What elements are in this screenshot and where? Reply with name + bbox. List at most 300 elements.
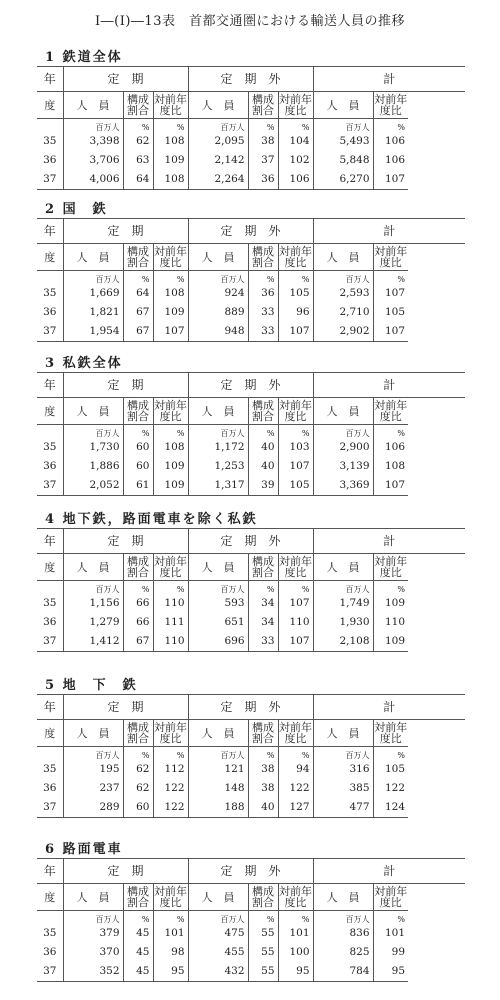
unit-label: 百万人 <box>313 581 373 595</box>
value-cell: 5,848 <box>313 151 373 170</box>
year-cell: 35 <box>43 763 57 776</box>
unit-label: 百万人 <box>188 911 248 925</box>
unit-label: 百万人 <box>63 119 123 133</box>
unit-label: % <box>278 911 313 925</box>
unit-label: 百万人 <box>188 119 248 133</box>
unit-label: % <box>123 747 153 761</box>
value-cell: 108 <box>153 438 188 457</box>
unit-label: % <box>373 425 408 439</box>
people-header: 人 員 <box>63 92 123 119</box>
value-cell: 109 <box>373 594 408 613</box>
teikigai-header: 定 期 外 <box>188 529 313 554</box>
value-cell: 1,156 <box>63 594 123 613</box>
share-header: 構成割合 <box>248 244 278 271</box>
value-cell: 99 <box>373 943 408 962</box>
value-cell: 2,264 <box>188 170 248 190</box>
table-row <box>37 132 465 151</box>
people-header: 人 員 <box>63 554 123 581</box>
share-header: 構成割合 <box>123 244 153 271</box>
table-row <box>37 594 465 613</box>
value-cell: 475 <box>188 924 248 943</box>
value-cell: 1,886 <box>63 457 123 476</box>
value-cell: 45 <box>123 962 153 982</box>
value-cell: 106 <box>373 151 408 170</box>
unit-label: % <box>373 581 408 595</box>
value-cell: 110 <box>153 594 188 613</box>
unit-label <box>37 119 63 133</box>
value-cell: 104 <box>278 132 313 151</box>
yoy-header: 対前年度比 <box>279 93 313 117</box>
people-header: 人 員 <box>313 884 373 911</box>
value-cell: 98 <box>153 943 188 962</box>
value-cell: 67 <box>123 632 153 652</box>
value-cell: 106 <box>373 132 408 151</box>
transport-table <box>37 528 465 652</box>
value-cell: 2,710 <box>313 303 373 322</box>
value-cell: 101 <box>373 924 408 943</box>
value-cell: 6,270 <box>313 170 373 190</box>
year-header: 年 <box>37 373 63 398</box>
unit-label: % <box>153 747 188 761</box>
year-cell: 36 <box>43 306 57 319</box>
unit-label: 百万人 <box>188 271 248 285</box>
table-row <box>37 438 465 457</box>
value-cell: 188 <box>188 798 248 818</box>
table-row <box>37 613 465 632</box>
yoy-header: 対前年度比 <box>374 399 408 423</box>
year-header-2: 度 <box>37 92 63 119</box>
value-cell: 94 <box>278 760 313 779</box>
value-cell: 316 <box>313 760 373 779</box>
table-row <box>37 322 465 342</box>
yoy-header: 対前年度比 <box>374 885 408 909</box>
value-cell: 60 <box>123 457 153 476</box>
teiki-header: 定 期 <box>63 373 188 398</box>
year-header-2: 度 <box>37 244 63 271</box>
teikigai-header: 定 期 外 <box>188 859 313 884</box>
value-cell: 3,398 <box>63 132 123 151</box>
section-title: 3 私鉄全体 <box>45 356 123 371</box>
year-header-2: 度 <box>37 884 63 911</box>
value-cell: 2,052 <box>63 476 123 496</box>
teiki-header: 定 期 <box>63 529 188 554</box>
value-cell: 102 <box>278 151 313 170</box>
value-cell: 784 <box>313 962 373 982</box>
value-cell: 34 <box>248 613 278 632</box>
value-cell: 66 <box>123 594 153 613</box>
value-cell: 108 <box>153 132 188 151</box>
value-cell: 2,902 <box>313 322 373 342</box>
year-header: 年 <box>37 219 63 244</box>
unit-label: % <box>373 119 408 133</box>
year-header: 年 <box>37 859 63 884</box>
value-cell: 836 <box>313 924 373 943</box>
value-cell: 40 <box>248 438 278 457</box>
table-row <box>37 284 465 303</box>
value-cell: 1,279 <box>63 613 123 632</box>
value-cell: 593 <box>188 594 248 613</box>
share-header: 構成割合 <box>248 884 278 911</box>
table-row <box>37 798 465 818</box>
table-row <box>37 943 465 962</box>
yoy-header: 対前年度比 <box>279 555 313 579</box>
value-cell: 948 <box>188 322 248 342</box>
people-header: 人 員 <box>313 554 373 581</box>
unit-label: % <box>248 911 278 925</box>
value-cell: 651 <box>188 613 248 632</box>
value-cell: 5,493 <box>313 132 373 151</box>
value-cell: 110 <box>153 632 188 652</box>
people-header: 人 員 <box>188 720 248 747</box>
value-cell: 60 <box>123 438 153 457</box>
unit-label: 百万人 <box>313 747 373 761</box>
unit-label: % <box>373 911 408 925</box>
value-cell: 106 <box>278 170 313 190</box>
value-cell: 62 <box>123 760 153 779</box>
year-cell: 37 <box>37 962 63 982</box>
table-row <box>37 170 465 190</box>
yoy-header: 対前年度比 <box>374 93 408 117</box>
value-cell: 696 <box>188 632 248 652</box>
value-cell: 1,412 <box>63 632 123 652</box>
value-cell: 107 <box>373 170 408 190</box>
unit-label: 百万人 <box>188 425 248 439</box>
total-header: 計 <box>313 67 465 92</box>
people-header: 人 員 <box>313 720 373 747</box>
value-cell: 370 <box>63 943 123 962</box>
value-cell: 45 <box>123 943 153 962</box>
year-cell: 37 <box>37 798 63 818</box>
teiki-header: 定 期 <box>63 859 188 884</box>
value-cell: 110 <box>278 613 313 632</box>
value-cell: 36 <box>248 284 278 303</box>
value-cell: 95 <box>278 962 313 982</box>
unit-label: % <box>373 747 408 761</box>
value-cell: 2,142 <box>188 151 248 170</box>
value-cell: 108 <box>373 457 408 476</box>
unit-label: 百万人 <box>63 911 123 925</box>
unit-label: % <box>153 425 188 439</box>
table-row <box>37 151 465 170</box>
value-cell: 37 <box>248 151 278 170</box>
yoy-header: 対前年度比 <box>154 885 187 909</box>
yoy-header: 対前年度比 <box>374 245 408 269</box>
total-header: 計 <box>313 695 465 720</box>
yoy-header: 対前年度比 <box>154 721 187 745</box>
value-cell: 109 <box>153 303 188 322</box>
transport-table <box>37 858 465 982</box>
year-cell: 37 <box>37 322 63 342</box>
value-cell: 3,369 <box>313 476 373 496</box>
year-cell: 37 <box>37 476 63 496</box>
unit-label: 百万人 <box>63 271 123 285</box>
value-cell: 4,006 <box>63 170 123 190</box>
unit-label: % <box>123 911 153 925</box>
value-cell: 107 <box>278 594 313 613</box>
unit-label: % <box>278 119 313 133</box>
people-header: 人 員 <box>188 92 248 119</box>
section-title: 5 地 下 鉄 <box>45 678 138 693</box>
value-cell: 1,317 <box>188 476 248 496</box>
value-cell: 1,821 <box>63 303 123 322</box>
unit-label: 百万人 <box>63 747 123 761</box>
value-cell: 95 <box>153 962 188 982</box>
year-header-2: 度 <box>37 398 63 425</box>
people-header: 人 員 <box>188 398 248 425</box>
value-cell: 2,108 <box>313 632 373 652</box>
value-cell: 108 <box>153 170 188 190</box>
value-cell: 111 <box>153 613 188 632</box>
share-header: 構成割合 <box>123 92 153 119</box>
value-cell: 40 <box>248 798 278 818</box>
value-cell: 122 <box>153 779 188 798</box>
value-cell: 107 <box>278 632 313 652</box>
value-cell: 107 <box>373 322 408 342</box>
value-cell: 60 <box>123 798 153 818</box>
yoy-header: 対前年度比 <box>154 399 187 423</box>
table-row <box>37 457 465 476</box>
value-cell: 237 <box>63 779 123 798</box>
people-header: 人 員 <box>63 398 123 425</box>
value-cell: 3,139 <box>313 457 373 476</box>
teiki-header: 定 期 <box>63 695 188 720</box>
people-header: 人 員 <box>313 398 373 425</box>
year-cell: 36 <box>43 154 57 167</box>
value-cell: 1,930 <box>313 613 373 632</box>
year-header: 年 <box>37 529 63 554</box>
value-cell: 289 <box>63 798 123 818</box>
value-cell: 108 <box>153 284 188 303</box>
value-cell: 105 <box>278 476 313 496</box>
table-row <box>37 632 465 652</box>
unit-label: 百万人 <box>313 911 373 925</box>
unit-label: % <box>123 271 153 285</box>
value-cell: 38 <box>248 779 278 798</box>
value-cell: 109 <box>373 632 408 652</box>
value-cell: 55 <box>248 943 278 962</box>
value-cell: 62 <box>123 779 153 798</box>
value-cell: 107 <box>278 457 313 476</box>
transport-table <box>37 66 465 190</box>
value-cell: 38 <box>248 132 278 151</box>
value-cell: 95 <box>373 962 408 982</box>
share-header: 構成割合 <box>248 554 278 581</box>
value-cell: 105 <box>373 760 408 779</box>
unit-label: % <box>278 747 313 761</box>
value-cell: 107 <box>373 476 408 496</box>
share-header: 構成割合 <box>248 398 278 425</box>
value-cell: 63 <box>123 151 153 170</box>
value-cell: 105 <box>278 284 313 303</box>
unit-label: 百万人 <box>313 425 373 439</box>
value-cell: 67 <box>123 322 153 342</box>
unit-label: % <box>278 581 313 595</box>
transport-table <box>37 694 465 818</box>
value-cell: 107 <box>278 322 313 342</box>
total-header: 計 <box>313 373 465 398</box>
year-cell: 35 <box>43 927 57 940</box>
unit-label: 百万人 <box>313 271 373 285</box>
teiki-header: 定 期 <box>63 67 188 92</box>
unit-label: 百万人 <box>63 425 123 439</box>
value-cell: 122 <box>278 779 313 798</box>
value-cell: 385 <box>313 779 373 798</box>
transport-table <box>37 218 465 342</box>
unit-label: % <box>373 271 408 285</box>
value-cell: 33 <box>248 632 278 652</box>
year-cell: 35 <box>43 597 57 610</box>
year-header: 年 <box>37 67 63 92</box>
value-cell: 432 <box>188 962 248 982</box>
share-header: 構成割合 <box>123 884 153 911</box>
value-cell: 100 <box>278 943 313 962</box>
section-title: 2 国 鉄 <box>45 202 108 217</box>
value-cell: 121 <box>188 760 248 779</box>
value-cell: 34 <box>248 594 278 613</box>
yoy-header: 対前年度比 <box>154 245 187 269</box>
year-cell: 37 <box>37 170 63 190</box>
people-header: 人 員 <box>188 884 248 911</box>
teiki-header: 定 期 <box>63 219 188 244</box>
people-header: 人 員 <box>63 244 123 271</box>
value-cell: 55 <box>248 924 278 943</box>
value-cell: 112 <box>153 760 188 779</box>
unit-label: % <box>153 271 188 285</box>
value-cell: 64 <box>123 284 153 303</box>
table-row <box>37 303 465 322</box>
teikigai-header: 定 期 外 <box>188 67 313 92</box>
value-cell: 352 <box>63 962 123 982</box>
year-cell: 37 <box>37 632 63 652</box>
value-cell: 924 <box>188 284 248 303</box>
share-header: 構成割合 <box>248 720 278 747</box>
unit-label: 百万人 <box>313 119 373 133</box>
value-cell: 2,900 <box>313 438 373 457</box>
table-row <box>37 779 465 798</box>
value-cell: 33 <box>248 322 278 342</box>
value-cell: 122 <box>153 798 188 818</box>
people-header: 人 員 <box>63 884 123 911</box>
year-cell: 36 <box>43 616 57 629</box>
value-cell: 101 <box>278 924 313 943</box>
unit-label: % <box>248 581 278 595</box>
year-cell: 35 <box>43 287 57 300</box>
unit-label: 百万人 <box>63 581 123 595</box>
unit-label: % <box>278 425 313 439</box>
unit-label: % <box>248 271 278 285</box>
unit-label <box>37 747 63 761</box>
value-cell: 40 <box>248 457 278 476</box>
people-header: 人 員 <box>63 720 123 747</box>
table-row <box>37 760 465 779</box>
table-row <box>37 962 465 982</box>
transport-table <box>37 372 465 496</box>
value-cell: 105 <box>373 303 408 322</box>
value-cell: 122 <box>373 779 408 798</box>
value-cell: 3,706 <box>63 151 123 170</box>
unit-label: % <box>123 425 153 439</box>
value-cell: 889 <box>188 303 248 322</box>
table-row <box>37 476 465 496</box>
unit-label: % <box>153 581 188 595</box>
value-cell: 106 <box>373 438 408 457</box>
value-cell: 62 <box>123 132 153 151</box>
unit-label <box>37 425 63 439</box>
value-cell: 67 <box>123 303 153 322</box>
value-cell: 1,172 <box>188 438 248 457</box>
year-cell: 36 <box>43 946 57 959</box>
people-header: 人 員 <box>313 244 373 271</box>
value-cell: 1,730 <box>63 438 123 457</box>
value-cell: 109 <box>153 476 188 496</box>
year-header-2: 度 <box>37 554 63 581</box>
year-cell: 36 <box>43 460 57 473</box>
yoy-header: 対前年度比 <box>279 399 313 423</box>
unit-label: % <box>278 271 313 285</box>
section-title: 6 路面電車 <box>45 842 123 857</box>
yoy-header: 対前年度比 <box>279 245 313 269</box>
people-header: 人 員 <box>188 244 248 271</box>
teikigai-header: 定 期 外 <box>188 373 313 398</box>
value-cell: 825 <box>313 943 373 962</box>
value-cell: 107 <box>153 322 188 342</box>
share-header: 構成割合 <box>248 92 278 119</box>
value-cell: 1,253 <box>188 457 248 476</box>
unit-label: % <box>123 119 153 133</box>
value-cell: 195 <box>63 760 123 779</box>
total-header: 計 <box>313 529 465 554</box>
yoy-header: 対前年度比 <box>154 93 187 117</box>
year-header-2: 度 <box>37 720 63 747</box>
value-cell: 379 <box>63 924 123 943</box>
page-title: Ⅰ―(Ⅰ)―13表 首都交通圏における輸送人員の推移 <box>95 14 405 29</box>
unit-label <box>37 581 63 595</box>
yoy-header: 対前年度比 <box>279 721 313 745</box>
yoy-header: 対前年度比 <box>374 721 408 745</box>
yoy-header: 対前年度比 <box>279 885 313 909</box>
value-cell: 1,669 <box>63 284 123 303</box>
unit-label: 百万人 <box>188 747 248 761</box>
year-cell: 36 <box>43 782 57 795</box>
value-cell: 1,749 <box>313 594 373 613</box>
year-cell: 35 <box>43 441 57 454</box>
value-cell: 64 <box>123 170 153 190</box>
value-cell: 109 <box>153 151 188 170</box>
value-cell: 2,593 <box>313 284 373 303</box>
yoy-header: 対前年度比 <box>374 555 408 579</box>
unit-label: % <box>123 581 153 595</box>
unit-label: % <box>248 425 278 439</box>
year-header: 年 <box>37 695 63 720</box>
value-cell: 33 <box>248 303 278 322</box>
section-title: 1 鉄道全体 <box>45 50 123 65</box>
share-header: 構成割合 <box>123 398 153 425</box>
value-cell: 124 <box>373 798 408 818</box>
unit-label <box>37 271 63 285</box>
value-cell: 38 <box>248 760 278 779</box>
value-cell: 45 <box>123 924 153 943</box>
share-header: 構成割合 <box>123 720 153 747</box>
value-cell: 103 <box>278 438 313 457</box>
value-cell: 127 <box>278 798 313 818</box>
teikigai-header: 定 期 外 <box>188 219 313 244</box>
value-cell: 477 <box>313 798 373 818</box>
value-cell: 66 <box>123 613 153 632</box>
unit-label: % <box>153 119 188 133</box>
total-header: 計 <box>313 219 465 244</box>
yoy-header: 対前年度比 <box>154 555 187 579</box>
value-cell: 39 <box>248 476 278 496</box>
